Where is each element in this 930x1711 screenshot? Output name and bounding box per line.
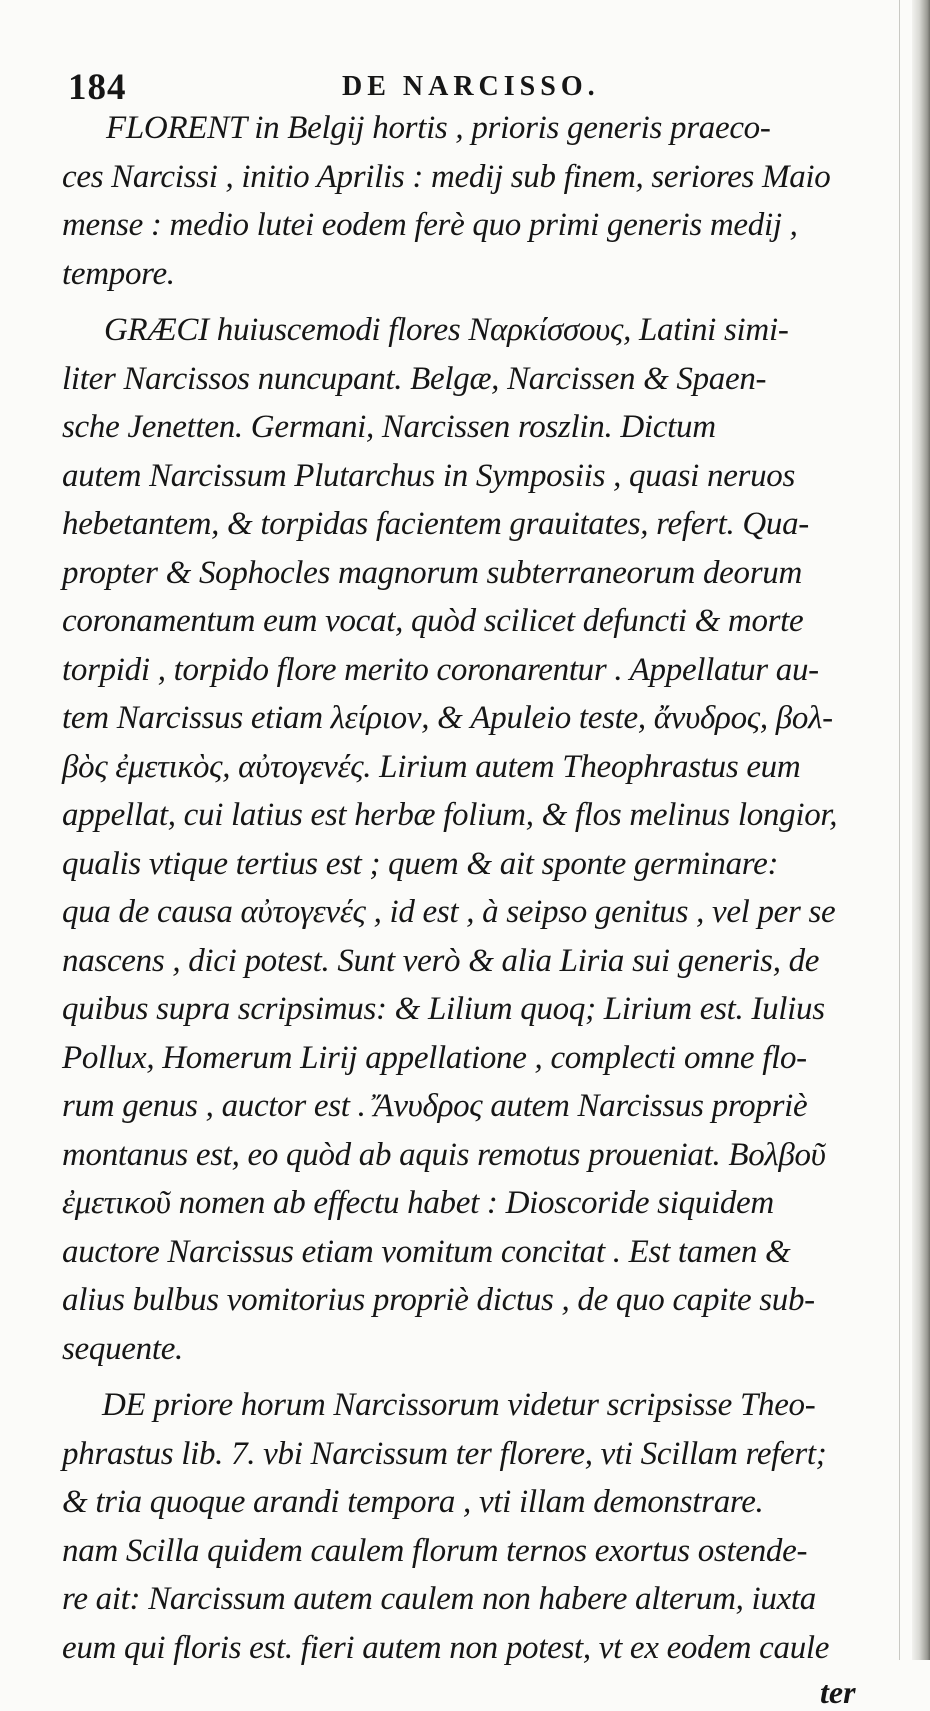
text-line: alius bulbus vomitorius propriè dictus , de quo capite sub-	[62, 1282, 815, 1318]
text-line-overflow-a: re ait: Narcissum autem caulem non habere alterum, iuxta	[62, 1581, 816, 1617]
text-line: montanus est, eo quòd ab aquis remotus proueniat. Βολβοῦ	[62, 1136, 826, 1173]
text-line: propter & Sophocles magnorum subterraneorum deorum	[62, 554, 802, 591]
text-line: nascens , dici potest. Sunt verò & alia Liria sui generis, de	[62, 942, 820, 979]
text-line: sequente.	[62, 1330, 184, 1367]
page-edge	[899, 0, 900, 1660]
text-line: sche Jenetten. Germani, Narcissen roszlin. Dictum	[62, 409, 716, 445]
text-line: autem Narcissum Plutarchus in Symposiis , quasi neruos	[62, 457, 796, 494]
text-line: coronamentum eum vocat, quòd scilicet defuncti & morte	[62, 603, 804, 639]
text-line: qualis vtique tertius est ; quem & ait sponte germinare:	[62, 845, 779, 882]
text-line: liter Narcissos nuncupant. Belgæ, Narcissen & Spaen-	[62, 360, 767, 397]
text-line: & tria quoque arandi tempora , vti illam demonstrare.	[62, 1484, 764, 1520]
text-line: phrastus lib. 7. vbi Narcissum ter florere, vti Scillam refert;	[62, 1435, 827, 1472]
running-head: DE NARCISSO.	[342, 71, 600, 102]
page-header	[62, 60, 882, 108]
text-line: appellat, cui latius est herbæ folium, & flos melinus longior,	[62, 797, 838, 833]
catchword: ter	[820, 1674, 856, 1710]
text-line: hebetantem, & torpidas facientem grauitates, refert. Qua-	[62, 506, 809, 542]
text-line: auctore Narcissus etiam vomitum concitat . Est tamen &	[62, 1233, 791, 1270]
text-line: ἐμετικοῦ nomen ab effectu habet : Dioscoride siquidem	[62, 1185, 774, 1221]
text-line: mense : medio lutei eodem ferè quo primi generis medij ,	[62, 207, 798, 243]
text-line: torpidi , torpido flore merito coronarentur . Appellatur au-	[62, 651, 819, 688]
text-line: nam Scilla quidem caulem florum ternos exortus ostende-	[62, 1532, 808, 1569]
book-page	[62, 60, 882, 1666]
text-line: tempore.	[62, 255, 175, 292]
text-line: tem Narcissus etiam λείριον, & Apuleio teste, ἄνυδρος, βολ-	[62, 700, 833, 736]
text-line: qua de causa αὐτογενές , id est , à seipso genitus , vel per se	[62, 894, 836, 930]
page-number: 184	[68, 67, 127, 108]
text-line: quibus supra scripsimus: & Lilium quoq; Lirium est. Iulius	[62, 991, 825, 1027]
text-line: FLORENT in Belgij hortis , prioris generis praeco-	[106, 110, 771, 146]
text-line: βὸς ἐμετικὸς, αὐτογενές. Lirium autem Theophrastus eum	[62, 748, 801, 785]
text-line: ces Narcissi , initio Aprilis : medij sub finem, seriores Maio	[62, 158, 831, 195]
book-gutter-shadow	[912, 0, 930, 1660]
text-line: Pollux, Homerum Lirij appellatione , complecti omne flo-	[62, 1039, 807, 1076]
text-line: rum genus , auctor est . Ἄνυδρος autem Narcissus propriè	[62, 1088, 808, 1124]
text-line-overflow-b: eum qui floris est. fieri autem non potest, vt ex eodem caule	[62, 1629, 830, 1666]
text-line: GRÆCI huiuscemodi flores Ναρκίσσους, Latini simi-	[104, 312, 789, 348]
text-line: DE priore horum Narcissorum videtur scripsisse Theo-	[102, 1387, 816, 1423]
